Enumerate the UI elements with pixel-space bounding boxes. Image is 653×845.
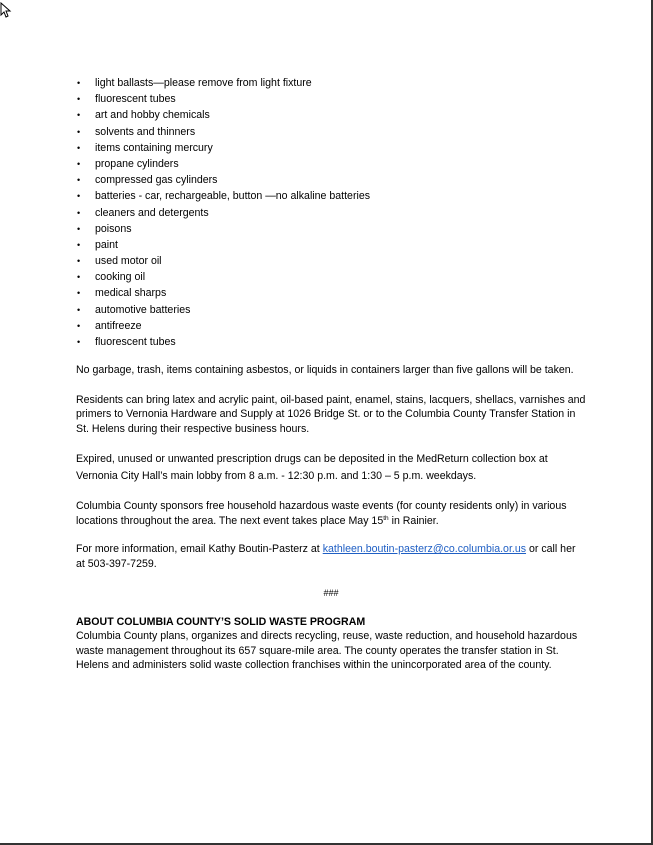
list-item-text: used motor oil (95, 255, 162, 268)
list-item-text: solvents and thinners (95, 125, 196, 138)
bullet-icon: • (77, 142, 81, 153)
contact-text-end: or call her at 503-397-7259. (76, 543, 576, 570)
bullet-icon: • (77, 320, 81, 331)
bullet-icon: • (77, 158, 81, 169)
list-item-text: propane cylinders (95, 157, 179, 170)
events-text: Columbia County sponsors free household hazardous waste events (for county residents only) in various locations throughout the area. The next event takes place May 15 (76, 500, 567, 527)
list-item (76, 334, 586, 350)
bullet-icon: • (77, 191, 81, 202)
list-item-text: cooking oil (95, 271, 146, 284)
list-item (76, 205, 586, 221)
bullet-icon: • (77, 175, 81, 186)
bullet-icon: • (77, 223, 81, 234)
document-body (76, 75, 586, 673)
not-accepted-paragraph: No garbage, trash, items containing asbestos, or liquids in containers larger than five gallons will be taken. (76, 364, 574, 377)
list-item-text: art and hobby chemicals (95, 109, 210, 122)
about-paragraph: Columbia County plans, organizes and directs recycling, reuse, waste reduction, and household hazardous waste management throughout its 657 square-mile area. The county operates the transfer station in St. Helens and administers solid waste collection franchises within the unincorporated area of the county. (76, 630, 578, 672)
list-item-text: items containing mercury (95, 141, 213, 154)
list-item (76, 318, 586, 334)
email-link[interactable]: kathleen.boutin-pasterz@co.columbia.or.us (322, 543, 527, 556)
bullet-icon: • (77, 78, 81, 88)
contact-paragraph (76, 542, 586, 571)
list-item (76, 302, 586, 318)
list-item (76, 124, 586, 140)
list-item (76, 237, 586, 253)
list-item-text: antifreeze (95, 319, 142, 332)
list-item-text: light ballasts—please remove from light fixture (95, 77, 312, 89)
list-item-text: automotive batteries (95, 303, 191, 316)
list-item (76, 107, 586, 123)
section-separator: ### (323, 588, 339, 599)
list-item-text: batteries - car, rechargeable, button —no alkaline batteries (95, 190, 371, 203)
about-heading: ABOUT COLUMBIA COUNTY’S SOLID WASTE PROGRAM (76, 615, 366, 628)
bullet-icon: • (77, 110, 81, 121)
list-item-text: compressed gas cylinders (95, 174, 218, 187)
bullet-icon: • (77, 272, 81, 283)
list-item-text: fluorescent tubes (95, 93, 176, 106)
list-item (76, 188, 586, 204)
bullet-icon: • (77, 126, 81, 137)
hazardous-items-list (76, 75, 586, 350)
list-item (76, 140, 586, 156)
list-item-text: fluorescent tubes (95, 336, 176, 348)
bullet-icon: • (77, 304, 81, 315)
contact-text: For more information, email Kathy Boutin-Pasterz at (76, 543, 323, 556)
list-item (76, 91, 586, 107)
list-item (76, 221, 586, 237)
list-item-text: paint (95, 238, 118, 251)
list-item (76, 172, 586, 188)
prescription-drugs-paragraph: Expired, unused or unwanted prescription drugs can be deposited in the MedReturn collection box at Vernonia City Hall’s main lobby from 8 a.m. - 12:30 p.m. and 1:30 – 5 p.m. weekdays. (76, 453, 548, 483)
paint-dropoff-paragraph: Residents can bring latex and acrylic paint, oil-based paint, enamel, stains, lacquers, shellacs, varnishes and primers to Vernonia Hardware and Supply at 1026 Bridge St. or to the Columbia County Transfer Station in St. Helens during their respective business hours. (76, 393, 586, 435)
list-item-text: poisons (95, 222, 132, 235)
list-item (76, 269, 586, 285)
bullet-icon: • (77, 207, 81, 218)
bullet-icon: • (77, 288, 81, 299)
list-item-text: cleaners and detergents (95, 206, 209, 219)
list-item (76, 156, 586, 172)
events-paragraph (76, 499, 586, 528)
bullet-icon: • (77, 337, 81, 347)
bullet-icon: • (77, 239, 81, 250)
list-item-text: medical sharps (95, 287, 167, 300)
ordinal-suffix: th (383, 514, 389, 522)
events-text-end: in Rainier. (388, 514, 439, 527)
bullet-icon: • (77, 94, 81, 105)
mouse-cursor-icon (0, 2, 12, 18)
list-item (76, 285, 586, 301)
list-item (76, 75, 586, 91)
bullet-icon: • (77, 256, 81, 267)
list-item (76, 253, 586, 269)
